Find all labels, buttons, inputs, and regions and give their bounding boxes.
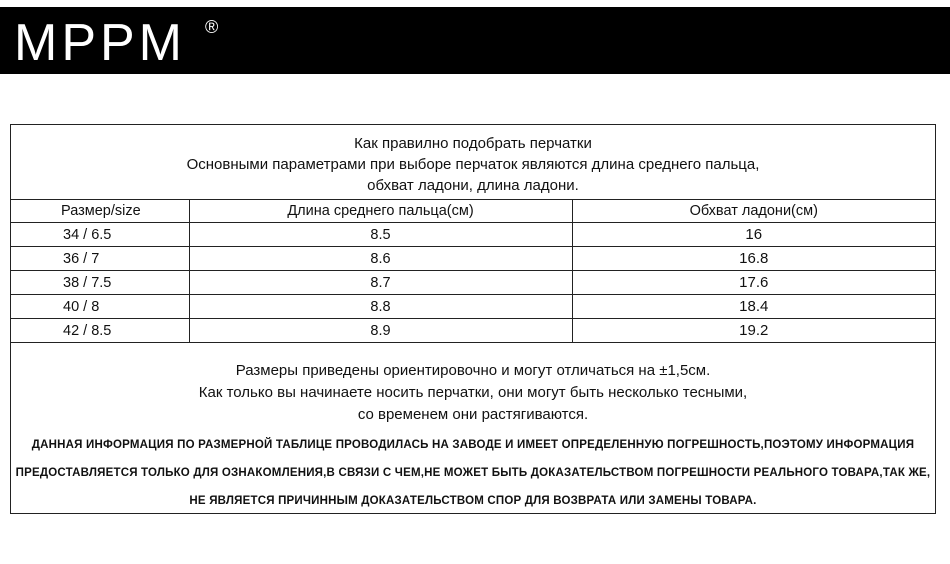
cell-finger-length: 8.8 — [189, 295, 572, 319]
size-table — [11, 199, 935, 343]
brand-logo: MPPM — [14, 14, 186, 72]
table-row — [11, 247, 935, 271]
note-line-3: со временем они растягиваются. — [357, 406, 589, 423]
intro-line-3: обхват ладони, длина ладони. — [367, 177, 579, 194]
registered-mark: ® — [205, 17, 219, 37]
notes-block — [11, 354, 935, 508]
intro-block — [11, 125, 935, 200]
cell-finger-length: 8.6 — [189, 247, 572, 271]
cell-size: 40 / 8 — [11, 295, 189, 319]
cell-size: 42 / 8.5 — [11, 319, 189, 343]
cell-palm-girth: 16.8 — [572, 247, 935, 271]
cell-palm-girth: 19.2 — [572, 319, 935, 343]
cell-palm-girth: 16 — [572, 223, 935, 247]
cell-size: 34 / 6.5 — [11, 223, 189, 247]
column-header-finger-length: Длина среднего пальца(см) — [189, 199, 572, 223]
cell-palm-girth: 18.4 — [572, 295, 935, 319]
table-header-row — [11, 199, 935, 223]
table-row — [11, 295, 935, 319]
disclaimer-line-3: НЕ ЯВЛЯЕТСЯ ПРИЧИННЫМ ДОКАЗАТЕЛЬСТВОМ СПОР ДЛЯ ВОЗВРАТА ИЛИ ЗАМЕНЫ ТОВАРА. — [189, 495, 757, 507]
cell-finger-length: 8.9 — [189, 319, 572, 343]
brand-header — [0, 7, 950, 74]
intro-title: Как правилно подобрать перчатки — [354, 135, 592, 152]
cell-finger-length: 8.7 — [189, 271, 572, 295]
cell-finger-length: 8.5 — [189, 223, 572, 247]
cell-size: 38 / 7.5 — [11, 271, 189, 295]
disclaimer-line-1: ДАННАЯ ИНФОРМАЦИЯ ПО РАЗМЕРНОЙ ТАБЛИЦЕ ПРОВОДИЛАСЬ НА ЗАВОДЕ И ИМЕЕТ ОПРЕДЕЛЕННУЮ ПОГРЕШНОСТЬ,ПОЭТОМУ ИНФОРМАЦИЯ — [31, 439, 915, 451]
note-line-2: Как только вы начинаете носить перчатки, они могут быть несколько тесными, — [198, 384, 748, 401]
cell-size: 36 / 7 — [11, 247, 189, 271]
table-row — [11, 223, 935, 247]
table-row — [11, 319, 935, 343]
column-header-palm-girth: Обхват ладони(см) — [572, 199, 935, 223]
size-guide-sheet — [10, 124, 936, 514]
disclaimer-line-2: ПРЕДОСТАВЛЯЕТСЯ ТОЛЬКО ДЛЯ ОЗНАКОМЛЕНИЯ,В СВЯЗИ С ЧЕМ,НЕ МОЖЕТ БЫТЬ ДОКАЗАТЕЛЬСТВОМ ПОГРЕШНОСТИ РЕАЛЬНОГО ТОВАРА,ТАК ЖЕ, — [15, 467, 931, 479]
note-line-1: Размеры приведены ориентировочно и могут отличаться на ±1,5см. — [235, 362, 711, 379]
cell-palm-girth: 17.6 — [572, 271, 935, 295]
intro-line-2: Основными параметрами при выборе перчаток являются длина среднего пальца, — [186, 156, 760, 173]
table-row — [11, 271, 935, 295]
column-header-size: Размер/size — [11, 199, 189, 223]
